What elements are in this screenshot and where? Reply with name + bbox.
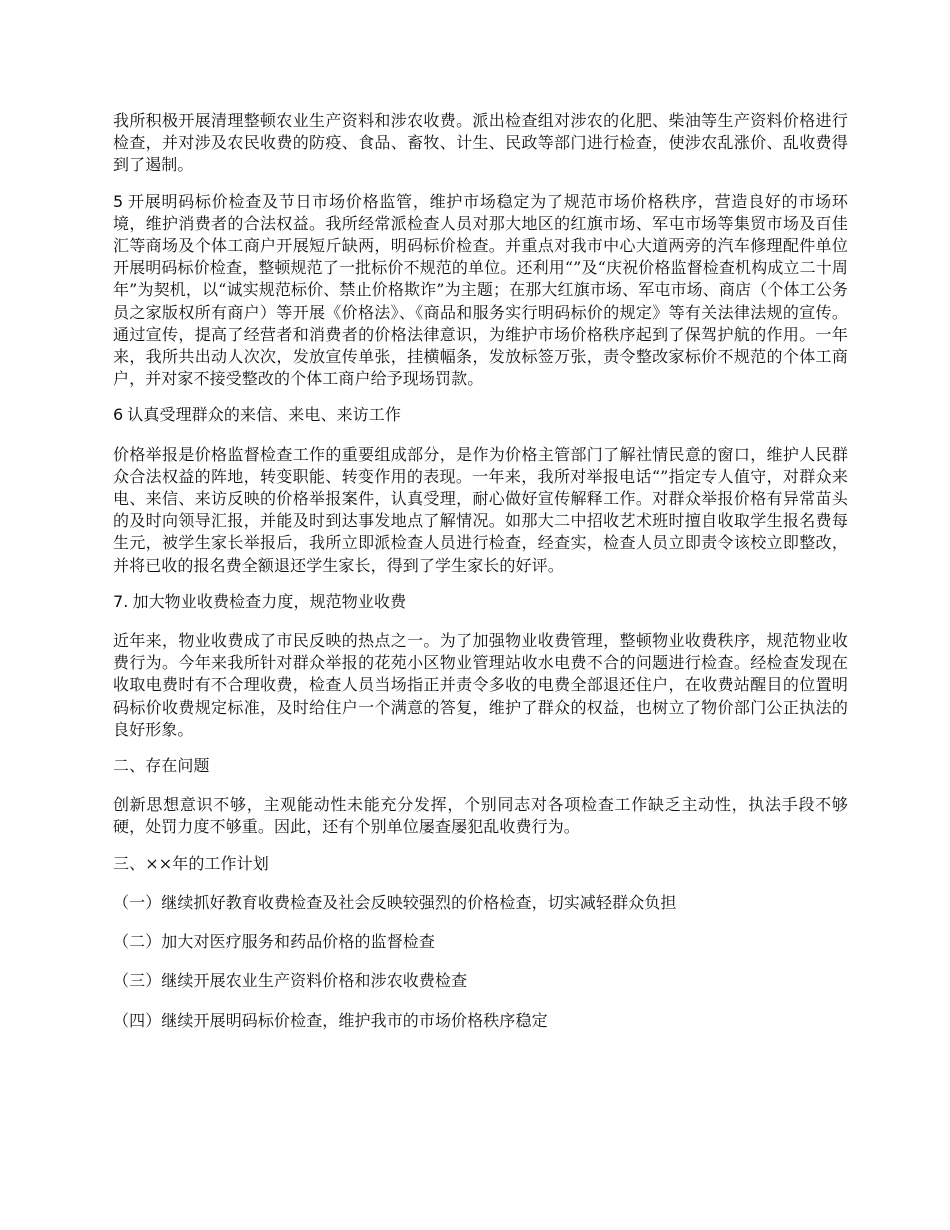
heading-text: 加大物业收费检查力度，规范物业收费 <box>132 591 407 611</box>
plan-item-1 <box>113 892 848 914</box>
paragraph-text: 价格举报是价格监督检查工作的重要组成部分，是作为价格主管部门了解社情民意的窗口，维护人民群众合法权益的阵地，转变职能、转变作用的表现。一年来，我所对举报电话“”指定专人值守，对群众来电、来信、来访反映的价格举报案件，认真受理，耐心做好宣传解释工作。对群众举报价格有异常苗头的及时向领导汇报，并能及时到达事发地点了解情况。如那大二中招收艺术班时擅自收取学生报名费每生元，被学生家长举报后，我所立即派检查人员进行检查，经查实，检查人员立即责令该校立即整改，并将已收的报名费全额退还学生家长，得到了学生家长的好评。 <box>113 444 848 575</box>
plan-item-4 <box>113 1010 848 1032</box>
plan-item-text: （四）继续开展明码标价检查，维护我市的市场价格秩序稳定 <box>113 1010 548 1030</box>
paragraph-text: 近年来，物业收费成了市民反映的热点之一。为了加强物业收费管理，整顿物业收费秩序，规范物业收费行为。今年来我所针对群众举报的花苑小区物业管理站收水电费不合的问题进行检查。经检查发现在收取电费时有不合理收费，检查人员当场指正并责令多收的电费全部退还住户，在收费站醒目的位置明码标价收费规定标准，及时给住户一个满意的答复，维护了群众的权益，也树立了物价部门公正执法的良好形象。 <box>113 631 848 739</box>
plan-item-text: （一）继续抓好教育收费检查及社会反映较强烈的价格检查，切实减轻群众负担 <box>113 892 677 912</box>
paragraph-text: 我所积极开展清理整顿农业生产资料和涉农收费。派出检查组对涉农的化肥、柴油等生产资料价格进行检查，并对涉及农民收费的防疫、食品、畜牧、计生、民政等部门进行检查，使涉农乱涨价、乱收费得到了遏制。 <box>113 111 848 175</box>
plan-item-2 <box>113 931 848 953</box>
section-number: 6 <box>113 405 124 425</box>
plan-item-3 <box>113 970 848 992</box>
heading-problems <box>113 755 848 777</box>
heading-complaints <box>113 404 848 426</box>
paragraph-agri-fees <box>113 110 848 177</box>
heading-property-fees <box>113 591 848 613</box>
paragraph-text: 创新思想意识不够，主观能动性未能充分发挥，个别同志对各项检查工作缺乏主动性，执法手段不够硬，处罚力度不够重。因此，还有个别单位屡查屡犯乱收费行为。 <box>113 795 848 837</box>
paragraph-property-fees <box>113 630 848 741</box>
plan-item-text: （三）继续开展农业生产资料价格和涉农收费检查 <box>113 971 468 991</box>
plan-item-text: （二）加大对医疗服务和药品价格的监督检查 <box>113 932 436 952</box>
paragraph-text: 开展明码标价检查及节日市场价格监管，维护市场稳定为了规范市场价格秩序，营造良好的市场环境，维护消费者的合法权益。我所经常派检查人员对那大地区的红旗市场、军屯市场等集贸市场及百佳汇等商场及个体工商户开展短斤缺两，明码标价检查。并重点对我市中心大道两旁的汽车修理配件单位开展明码标价检查，整顿规范了一批标价不规范的单位。还利用“”及“庆祝价格监督检查机构成立二十周年”为契机，以“诚实规范标价、禁止价格欺诈”为主题；在那大红旗市场、军屯市场、商店（个体工公务员之家版权所有商户）等开展《价格法》、《商品和服务实行明码标价的规定》等有关法律法规的宣传。通过宣传，提高了经营者和消费者的价格法律意识，为维护市场价格秩序起到了保驾护航的作用。一年来，我所共出动人次次，发放宣传单张，挂横幅条，发放标签万张，责令整改家标价不规范的个体工商户，并对家不接受整改的个体工商户给予现场罚款。 <box>113 191 848 389</box>
document-page <box>113 110 848 1049</box>
heading-text: 认真受理群众的来信、来电、来访工作 <box>127 405 401 425</box>
paragraph-complaints <box>113 444 848 577</box>
paragraph-price-tagging <box>113 191 848 391</box>
paragraph-problems <box>113 794 848 838</box>
section-number: 7. <box>113 591 129 611</box>
heading-text: 二、存在问题 <box>113 756 210 776</box>
heading-text: 三、××年的工作计划 <box>113 853 269 873</box>
heading-work-plan <box>113 853 848 875</box>
section-number: 5 <box>113 191 124 211</box>
